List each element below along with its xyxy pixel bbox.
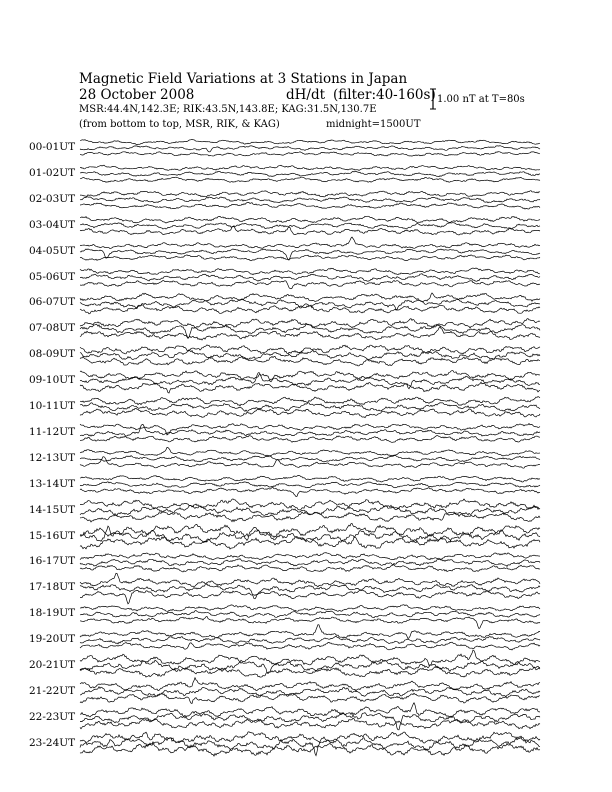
series-line-msr [80,616,540,628]
series-line-msr [80,590,540,604]
row-label: 20-21UT [29,659,76,671]
series-line-rik [80,424,540,436]
series-line-rik [80,584,540,599]
series-line-kag [80,268,540,275]
row-label: 16-17UT [29,555,76,568]
row-label: 07-08UT [29,322,76,335]
row-label: 18-19UT [29,607,76,620]
row-label: 10-11UT [29,400,76,412]
row-label: 05-06UT [29,270,76,283]
row-label: 17-18UT [29,581,76,594]
series-line-kag [80,447,540,455]
series-line-rik [80,350,540,359]
row-label: 14-15UT [29,503,76,516]
series-line-kag [80,237,540,249]
row-label: 15-16UT [29,529,76,542]
series-line-kag [80,424,540,435]
row-label: 01-02UT [29,166,76,179]
series-line-msr [80,512,540,522]
row-label: 02-03UT [29,192,76,205]
series-line-rik [80,171,540,176]
row-label: 06-07UT [29,296,76,309]
series-line-rik [80,373,540,389]
series-line-kag [80,499,540,510]
series-line-kag [80,319,540,329]
series-line-rik [80,146,540,152]
series-line-msr [80,565,540,572]
series-line-msr [80,177,540,182]
series-line-kag [80,732,540,743]
series-line-kag [80,216,540,223]
series-line-msr [80,203,540,210]
series-line-msr [80,226,540,235]
filter-label: (filter:40-160s) [333,87,436,103]
row-label: 09-10UT [29,374,76,387]
series-line-kag [80,605,540,612]
series-line-kag [80,678,540,691]
chart-date: 28 October 2008 [79,87,195,103]
row-label: 08-09UT [29,348,76,361]
series-line-rik [80,526,540,543]
row-label: 22-23UT [29,710,76,723]
series-line-msr [80,281,540,289]
series-line-kag [80,139,540,144]
series-line-kag [80,475,540,482]
series-line-kag [80,650,540,665]
row-label: 11-12UT [29,425,76,438]
row-label: 00-01UT [29,141,76,153]
series-line-rik [80,482,540,488]
row-label: 13-14UT [29,477,76,490]
chart-title: Magnetic Field Variations at 3 Stations in Japan [79,71,408,87]
series-line-kag [80,293,540,302]
series-line-rik [80,636,540,644]
series-line-msr [80,666,540,677]
row-label: 19-20UT [29,633,76,646]
series-line-rik [80,223,540,230]
station-order-note: (from bottom to top, MSR, RIK, & KAG) [79,119,280,130]
midnight-note: midnight=1500UT [326,119,421,130]
series-line-msr [80,356,540,366]
series-line-msr [80,642,540,650]
quantity-label: dH/dt [286,87,326,103]
scale-bar-label: 1.00 nT at T=80s [437,94,525,105]
series-line-rik [80,611,540,618]
series-line-rik [80,687,540,697]
row-label: 03-04UT [29,218,76,231]
series-line-rik [80,559,540,567]
series-line-kag [80,191,540,197]
series-line-msr [80,457,540,469]
series-line-msr [80,488,540,497]
series-line-msr [80,436,540,443]
series-line-kag [80,703,540,717]
series-line-kag [80,625,540,639]
series-line-rik [80,660,540,673]
row-label: 12-13UT [29,451,76,464]
series-line-rik [80,197,540,203]
stations-label: MSR:44.4N,142.3E; RIK:43.5N,143.8E; KAG:31.5N,130.7E [79,104,377,115]
series-line-msr [80,326,540,340]
series-line-kag [80,165,540,170]
series-line-msr [80,152,540,157]
series-line-rik [80,274,540,282]
row-label: 04-05UT [29,244,76,257]
series-line-msr [80,255,540,261]
row-label: 21-22UT [29,684,76,697]
row-label: 23-24UT [29,736,76,749]
series-line-rik [80,455,540,462]
series-line-kag [80,553,540,560]
